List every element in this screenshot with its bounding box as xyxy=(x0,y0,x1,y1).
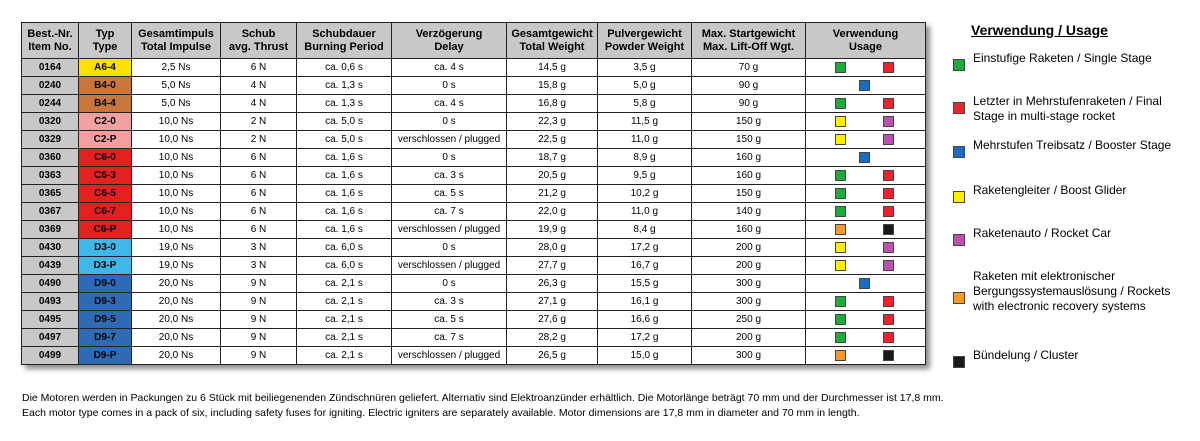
table-header xyxy=(22,23,926,59)
weight-cell: 20,5 g xyxy=(507,167,598,185)
thrust-cell: 2 N xyxy=(221,131,297,149)
type-cell: D9-7 xyxy=(79,329,132,347)
table-row xyxy=(22,77,926,95)
usage-cell xyxy=(806,239,926,257)
delay-cell: ca. 7 s xyxy=(392,329,507,347)
period-cell: ca. 2,1 s xyxy=(297,329,392,347)
usage-orange-marker xyxy=(835,224,846,235)
item-no-cell: 0499 xyxy=(22,347,79,365)
legend-title: Verwendung / Usage xyxy=(971,22,1108,38)
usage-cell xyxy=(806,131,926,149)
header-avg-thrust xyxy=(221,23,297,59)
header-line: Usage xyxy=(848,40,883,53)
usage-green-marker xyxy=(835,332,846,343)
delay-cell: ca. 5 s xyxy=(392,185,507,203)
usage-red-marker xyxy=(883,296,894,307)
powder-cell: 16,6 g xyxy=(598,311,692,329)
usage-blue-marker xyxy=(859,80,870,91)
item-no-cell: 0360 xyxy=(22,149,79,167)
powder-cell: 9,5 g xyxy=(598,167,692,185)
usage-magenta-marker xyxy=(883,134,894,145)
usage-cell xyxy=(806,113,926,131)
powder-cell: 11,0 g xyxy=(598,203,692,221)
usage-cell xyxy=(806,257,926,275)
type-cell: C6-3 xyxy=(79,167,132,185)
header-line: Max. Lift-Off Wgt. xyxy=(702,40,795,53)
header-burning-period xyxy=(297,23,392,59)
type-cell: C6-7 xyxy=(79,203,132,221)
impulse-cell: 20,0 Ns xyxy=(132,329,221,347)
usage-magenta-marker xyxy=(883,242,894,253)
item-no-cell: 0439 xyxy=(22,257,79,275)
motor-table-container xyxy=(21,22,926,365)
usage-cell xyxy=(806,311,926,329)
type-cell: D3-0 xyxy=(79,239,132,257)
impulse-cell: 20,0 Ns xyxy=(132,275,221,293)
type-cell: C6-0 xyxy=(79,149,132,167)
usage-cell xyxy=(806,221,926,239)
type-cell: D9-5 xyxy=(79,311,132,329)
header-powder-weight xyxy=(598,23,692,59)
header-total-impulse xyxy=(132,23,221,59)
header-line: Best.-Nr. xyxy=(27,27,73,40)
type-cell: A6-4 xyxy=(79,59,132,77)
period-cell: ca. 2,1 s xyxy=(297,347,392,365)
header-total-weight xyxy=(507,23,598,59)
usage-red-marker xyxy=(883,188,894,199)
liftoff-cell: 90 g xyxy=(692,95,806,113)
usage-cell xyxy=(806,95,926,113)
thrust-cell: 9 N xyxy=(221,347,297,365)
powder-cell: 5,8 g xyxy=(598,95,692,113)
usage-magenta-marker xyxy=(883,260,894,271)
legend-yellow-square xyxy=(953,191,965,203)
legend-blue-square xyxy=(953,146,965,158)
legend-item-label: Letzter in Mehrstufenraketen / Final Stage in multi-stage rocket xyxy=(973,94,1162,123)
period-cell: ca. 6,0 s xyxy=(297,257,392,275)
usage-green-marker xyxy=(835,170,846,181)
usage-green-marker xyxy=(835,188,846,199)
thrust-cell: 9 N xyxy=(221,275,297,293)
table-row xyxy=(22,185,926,203)
header-line: Gesamtimpuls xyxy=(138,27,214,40)
powder-cell: 11,0 g xyxy=(598,131,692,149)
usage-black-marker xyxy=(883,224,894,235)
weight-cell: 21,2 g xyxy=(507,185,598,203)
thrust-cell: 6 N xyxy=(221,149,297,167)
impulse-cell: 20,0 Ns xyxy=(132,293,221,311)
impulse-cell: 5,0 Ns xyxy=(132,77,221,95)
legend-item-label: Bündelung / Cluster xyxy=(973,348,1079,362)
legend-item-label: Raketenauto / Rocket Car xyxy=(973,226,1112,240)
thrust-cell: 2 N xyxy=(221,113,297,131)
liftoff-cell: 200 g xyxy=(692,257,806,275)
delay-cell: ca. 3 s xyxy=(392,293,507,311)
weight-cell: 22,3 g xyxy=(507,113,598,131)
powder-cell: 16,7 g xyxy=(598,257,692,275)
period-cell: ca. 6,0 s xyxy=(297,239,392,257)
delay-cell: verschlossen / plugged xyxy=(392,131,507,149)
footnote-english: Each motor type comes in a pack of six, including safety fuses for igniting. Electric igniters are separately available. Motor dimensions are 17,8 mm in diameter and 70 mm in length. xyxy=(22,407,860,419)
header-line: Type xyxy=(92,40,118,53)
impulse-cell: 10,0 Ns xyxy=(132,203,221,221)
usage-yellow-marker xyxy=(835,260,846,271)
delay-cell: verschlossen / plugged xyxy=(392,257,507,275)
header-line: Verwendung xyxy=(832,27,899,40)
impulse-cell: 10,0 Ns xyxy=(132,221,221,239)
table-row xyxy=(22,167,926,185)
period-cell: ca. 2,1 s xyxy=(297,293,392,311)
delay-cell: 0 s xyxy=(392,239,507,257)
table-row xyxy=(22,59,926,77)
type-cell: C2-0 xyxy=(79,113,132,131)
item-no-cell: 0365 xyxy=(22,185,79,203)
thrust-cell: 6 N xyxy=(221,167,297,185)
usage-cell xyxy=(806,167,926,185)
header-line: Delay xyxy=(434,40,464,53)
legend-red-square xyxy=(953,102,965,114)
powder-cell: 15,0 g xyxy=(598,347,692,365)
powder-cell: 5,0 g xyxy=(598,77,692,95)
item-no-cell: 0493 xyxy=(22,293,79,311)
weight-cell: 15,8 g xyxy=(507,77,598,95)
usage-red-marker xyxy=(883,314,894,325)
header-line: Pulvergewicht xyxy=(607,27,682,40)
usage-green-marker xyxy=(835,62,846,73)
usage-green-marker xyxy=(835,314,846,325)
period-cell: ca. 1,6 s xyxy=(297,221,392,239)
powder-cell: 16,1 g xyxy=(598,293,692,311)
table-row xyxy=(22,239,926,257)
weight-cell: 27,6 g xyxy=(507,311,598,329)
delay-cell: ca. 7 s xyxy=(392,203,507,221)
weight-cell: 27,7 g xyxy=(507,257,598,275)
header-line: Schubdauer xyxy=(312,27,376,40)
usage-cell xyxy=(806,329,926,347)
thrust-cell: 6 N xyxy=(221,59,297,77)
liftoff-cell: 200 g xyxy=(692,239,806,257)
usage-red-marker xyxy=(883,332,894,343)
thrust-cell: 9 N xyxy=(221,293,297,311)
usage-magenta-marker xyxy=(883,116,894,127)
weight-cell: 22,5 g xyxy=(507,131,598,149)
usage-orange-marker xyxy=(835,350,846,361)
period-cell: ca. 1,3 s xyxy=(297,77,392,95)
item-no-cell: 0495 xyxy=(22,311,79,329)
powder-cell: 15,5 g xyxy=(598,275,692,293)
liftoff-cell: 300 g xyxy=(692,275,806,293)
header-line: Verzögerung xyxy=(415,27,483,40)
usage-cell xyxy=(806,149,926,167)
weight-cell: 14,5 g xyxy=(507,59,598,77)
table-row xyxy=(22,257,926,275)
usage-black-marker xyxy=(883,350,894,361)
table-row xyxy=(22,203,926,221)
item-no-cell: 0329 xyxy=(22,131,79,149)
powder-cell: 17,2 g xyxy=(598,239,692,257)
type-cell: C6-P xyxy=(79,221,132,239)
type-cell: C2-P xyxy=(79,131,132,149)
delay-cell: 0 s xyxy=(392,113,507,131)
header-usage xyxy=(806,23,926,59)
delay-cell: 0 s xyxy=(392,149,507,167)
usage-cell xyxy=(806,293,926,311)
powder-cell: 8,9 g xyxy=(598,149,692,167)
header-row xyxy=(22,23,926,59)
thrust-cell: 3 N xyxy=(221,257,297,275)
usage-green-marker xyxy=(835,206,846,217)
item-no-cell: 0430 xyxy=(22,239,79,257)
legend-black-square xyxy=(953,356,965,368)
usage-yellow-marker xyxy=(835,242,846,253)
period-cell: ca. 1,3 s xyxy=(297,95,392,113)
delay-cell: ca. 4 s xyxy=(392,95,507,113)
weight-cell: 16,8 g xyxy=(507,95,598,113)
usage-green-marker xyxy=(835,98,846,109)
liftoff-cell: 140 g xyxy=(692,203,806,221)
usage-cell xyxy=(806,275,926,293)
liftoff-cell: 160 g xyxy=(692,167,806,185)
impulse-cell: 5,0 Ns xyxy=(132,95,221,113)
usage-cell xyxy=(806,347,926,365)
thrust-cell: 4 N xyxy=(221,77,297,95)
impulse-cell: 20,0 Ns xyxy=(132,347,221,365)
table-row xyxy=(22,131,926,149)
period-cell: ca. 1,6 s xyxy=(297,167,392,185)
motor-table xyxy=(21,22,926,365)
table-body xyxy=(22,59,926,365)
legend-item-label: Mehrstufen Treibsatz / Booster Stage xyxy=(973,138,1172,152)
weight-cell: 28,2 g xyxy=(507,329,598,347)
header-line: Powder Weight xyxy=(604,40,685,53)
header-item-no xyxy=(22,23,79,59)
usage-cell xyxy=(806,77,926,95)
weight-cell: 26,5 g xyxy=(507,347,598,365)
impulse-cell: 2,5 Ns xyxy=(132,59,221,77)
table-row xyxy=(22,95,926,113)
thrust-cell: 6 N xyxy=(221,221,297,239)
liftoff-cell: 160 g xyxy=(692,221,806,239)
thrust-cell: 9 N xyxy=(221,329,297,347)
usage-red-marker xyxy=(883,98,894,109)
header-max-liftoff-weight xyxy=(692,23,806,59)
type-cell: B4-0 xyxy=(79,77,132,95)
weight-cell: 22,0 g xyxy=(507,203,598,221)
thrust-cell: 9 N xyxy=(221,311,297,329)
footnote-german: Die Motoren werden in Packungen zu 6 Stück mit beiliegenenden Zündschnüren geliefert. Alternativ sind Elektroanzünder erhältlich. Die Motorlänge beträgt 70 mm und der Durchmesser ist 17,8 mm. xyxy=(22,392,944,404)
header-line: Typ xyxy=(95,27,115,40)
header-line: Item No. xyxy=(28,40,72,53)
delay-cell: verschlossen / plugged xyxy=(392,221,507,239)
usage-red-marker xyxy=(883,170,894,181)
usage-yellow-marker xyxy=(835,134,846,145)
usage-blue-marker xyxy=(859,278,870,289)
period-cell: ca. 0,6 s xyxy=(297,59,392,77)
impulse-cell: 19,0 Ns xyxy=(132,239,221,257)
item-no-cell: 0369 xyxy=(22,221,79,239)
usage-red-marker xyxy=(883,62,894,73)
table-row xyxy=(22,149,926,167)
liftoff-cell: 250 g xyxy=(692,311,806,329)
period-cell: ca. 1,6 s xyxy=(297,185,392,203)
item-no-cell: 0367 xyxy=(22,203,79,221)
type-cell: C6-5 xyxy=(79,185,132,203)
period-cell: ca. 5,0 s xyxy=(297,131,392,149)
delay-cell: 0 s xyxy=(392,275,507,293)
thrust-cell: 6 N xyxy=(221,185,297,203)
period-cell: ca. 2,1 s xyxy=(297,275,392,293)
usage-cell xyxy=(806,185,926,203)
impulse-cell: 10,0 Ns xyxy=(132,167,221,185)
legend-item-label: Raketen mit elektronischer Bergungssystemauslösung / Rockets with electronic recovery systems xyxy=(973,269,1171,313)
type-cell: D9-0 xyxy=(79,275,132,293)
type-cell: B4-4 xyxy=(79,95,132,113)
weight-cell: 27,1 g xyxy=(507,293,598,311)
delay-cell: ca. 3 s xyxy=(392,167,507,185)
header-line: Schub xyxy=(241,27,276,40)
thrust-cell: 6 N xyxy=(221,203,297,221)
legend-item-label: Raketengleiter / Boost Glider xyxy=(973,183,1127,197)
header-type xyxy=(79,23,132,59)
thrust-cell: 4 N xyxy=(221,95,297,113)
liftoff-cell: 150 g xyxy=(692,185,806,203)
item-no-cell: 0490 xyxy=(22,275,79,293)
type-cell: D9-3 xyxy=(79,293,132,311)
header-line: Total Weight xyxy=(519,40,585,53)
powder-cell: 3,5 g xyxy=(598,59,692,77)
liftoff-cell: 70 g xyxy=(692,59,806,77)
table-row xyxy=(22,293,926,311)
liftoff-cell: 150 g xyxy=(692,113,806,131)
table-row xyxy=(22,113,926,131)
legend-magenta-square xyxy=(953,234,965,246)
period-cell: ca. 5,0 s xyxy=(297,113,392,131)
item-no-cell: 0363 xyxy=(22,167,79,185)
item-no-cell: 0164 xyxy=(22,59,79,77)
header-line: Total Impulse xyxy=(140,40,212,53)
header-line: Max. Startgewicht xyxy=(701,27,796,40)
legend-green-square xyxy=(953,59,965,71)
liftoff-cell: 200 g xyxy=(692,329,806,347)
thrust-cell: 3 N xyxy=(221,239,297,257)
impulse-cell: 10,0 Ns xyxy=(132,185,221,203)
delay-cell: ca. 4 s xyxy=(392,59,507,77)
usage-green-marker xyxy=(835,296,846,307)
type-cell: D3-P xyxy=(79,257,132,275)
period-cell: ca. 1,6 s xyxy=(297,149,392,167)
item-no-cell: 0244 xyxy=(22,95,79,113)
delay-cell: ca. 5 s xyxy=(392,311,507,329)
table-row xyxy=(22,311,926,329)
table-row xyxy=(22,329,926,347)
usage-blue-marker xyxy=(859,152,870,163)
liftoff-cell: 160 g xyxy=(692,149,806,167)
delay-cell: 0 s xyxy=(392,77,507,95)
liftoff-cell: 300 g xyxy=(692,293,806,311)
item-no-cell: 0240 xyxy=(22,77,79,95)
weight-cell: 28,0 g xyxy=(507,239,598,257)
table-row xyxy=(22,221,926,239)
liftoff-cell: 300 g xyxy=(692,347,806,365)
period-cell: ca. 1,6 s xyxy=(297,203,392,221)
liftoff-cell: 90 g xyxy=(692,77,806,95)
impulse-cell: 19,0 Ns xyxy=(132,257,221,275)
legend-orange-square xyxy=(953,292,965,304)
header-delay xyxy=(392,23,507,59)
period-cell: ca. 2,1 s xyxy=(297,311,392,329)
usage-yellow-marker xyxy=(835,116,846,127)
delay-cell: verschlossen / plugged xyxy=(392,347,507,365)
weight-cell: 26,3 g xyxy=(507,275,598,293)
liftoff-cell: 150 g xyxy=(692,131,806,149)
usage-red-marker xyxy=(883,206,894,217)
header-line: Gesamtgewicht xyxy=(511,27,593,40)
type-cell: D9-P xyxy=(79,347,132,365)
powder-cell: 11,5 g xyxy=(598,113,692,131)
powder-cell: 10,2 g xyxy=(598,185,692,203)
header-line: Burning Period xyxy=(304,40,384,53)
item-no-cell: 0497 xyxy=(22,329,79,347)
impulse-cell: 10,0 Ns xyxy=(132,149,221,167)
legend-item-label: Einstufige Raketen / Single Stage xyxy=(973,51,1152,65)
powder-cell: 8,4 g xyxy=(598,221,692,239)
impulse-cell: 10,0 Ns xyxy=(132,131,221,149)
table-row xyxy=(22,347,926,365)
impulse-cell: 10,0 Ns xyxy=(132,113,221,131)
powder-cell: 17,2 g xyxy=(598,329,692,347)
impulse-cell: 20,0 Ns xyxy=(132,311,221,329)
weight-cell: 18,7 g xyxy=(507,149,598,167)
usage-cell xyxy=(806,203,926,221)
usage-cell xyxy=(806,59,926,77)
item-no-cell: 0320 xyxy=(22,113,79,131)
header-line: avg. Thrust xyxy=(228,40,289,53)
table-row xyxy=(22,275,926,293)
weight-cell: 19,9 g xyxy=(507,221,598,239)
